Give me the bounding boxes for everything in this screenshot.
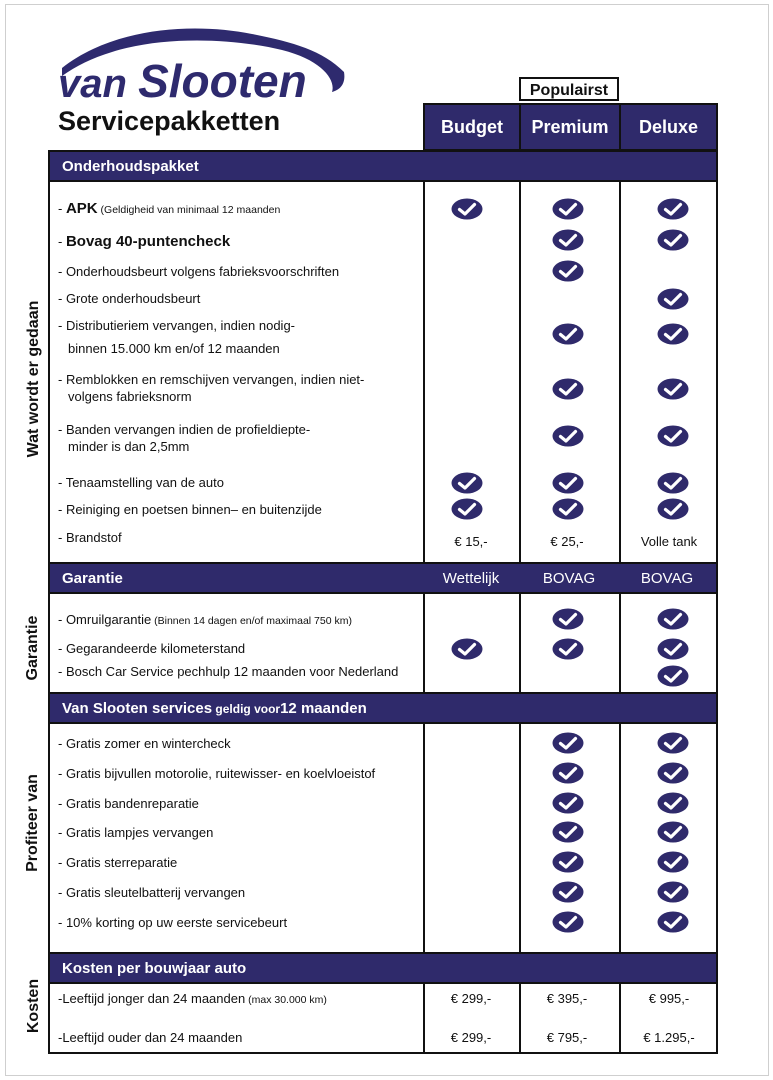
checkmark-circle-icon (657, 762, 689, 784)
checkmark-circle-icon (657, 198, 689, 220)
guarantee-deluxe: BOVAG (640, 570, 694, 587)
row-apk: - APK (Geldigheid van minimaal 12 maanden (58, 200, 281, 217)
checkmark-circle-icon (552, 732, 584, 754)
divider (48, 722, 718, 724)
fuel-budget: € 15,- (454, 534, 488, 549)
price-deluxe: € 1.295,- (643, 1030, 695, 1045)
brand-logo (52, 20, 352, 107)
checkmark-circle-icon (552, 323, 584, 345)
row-service: - Gratis lampjes vervangen (58, 825, 214, 840)
checkmark-circle-icon (657, 425, 689, 447)
column-divider (619, 150, 621, 1054)
checkmark-circle-icon (451, 498, 483, 520)
section-header-garantie (50, 564, 716, 592)
checkmark-circle-icon (657, 821, 689, 843)
logo-text-small: van (58, 62, 127, 106)
row-banden: - Banden vervangen indien de profieldiepte- (58, 422, 311, 437)
price-budget: € 299,- (450, 991, 492, 1006)
checkmark-circle-icon (657, 732, 689, 754)
logo-text (58, 54, 307, 108)
logo-text-big: Slooten (138, 55, 307, 107)
checkmark-circle-icon (552, 851, 584, 873)
checkmark-circle-icon (657, 288, 689, 310)
checkmark-circle-icon (552, 608, 584, 630)
checkmark-circle-icon (552, 472, 584, 494)
checkmark-circle-icon (451, 472, 483, 494)
checkmark-circle-icon (552, 792, 584, 814)
column-divider (423, 150, 425, 1054)
checkmark-circle-icon (657, 911, 689, 933)
section-header-onderhoud (50, 152, 716, 180)
row-reiniging: - Reiniging en poetsen binnen– en buitenzijde (58, 502, 322, 517)
checkmark-circle-icon (657, 851, 689, 873)
page-title: Servicepakketten (58, 106, 281, 136)
guarantee-budget: Wettelijk (442, 570, 500, 587)
section-title-a: Van Slooten services (62, 700, 213, 717)
divider (48, 592, 718, 594)
checkmark-circle-icon (451, 638, 483, 660)
price-budget: € 299,- (450, 1030, 492, 1045)
column-header-budget: Budget (423, 103, 521, 151)
row-service: - Gratis bijvullen motorolie, ruitewisser- en koelvloeistof (58, 766, 376, 781)
row-service: - Gratis zomer en wintercheck (58, 736, 231, 751)
price-premium: € 795,- (546, 1030, 588, 1045)
checkmark-circle-icon (552, 638, 584, 660)
row-jonger: -Leeftijd jonger dan 24 maanden (max 30.000 km) (58, 991, 327, 1006)
checkmark-circle-icon (657, 378, 689, 400)
row-ouder: -Leeftijd ouder dan 24 maanden (58, 1030, 243, 1045)
checkmark-circle-icon (657, 229, 689, 251)
price-deluxe: € 995,- (648, 991, 690, 1006)
checkmark-circle-icon (657, 881, 689, 903)
price-premium: € 395,- (546, 991, 588, 1006)
row-pechhulp: - Bosch Car Service pechhulp 12 maanden voor Nederland (58, 664, 399, 679)
checkmark-circle-icon (552, 498, 584, 520)
checkmark-circle-icon (552, 260, 584, 282)
divider (48, 180, 718, 182)
checkmark-circle-icon (552, 378, 584, 400)
checkmark-circle-icon (552, 762, 584, 784)
row-service: - 10% korting op uw eerste servicebeurt (58, 915, 288, 930)
popular-badge: Populairst (519, 77, 619, 101)
checkmark-circle-icon (657, 323, 689, 345)
fuel-deluxe: Volle tank (640, 534, 698, 549)
checkmark-circle-icon (552, 911, 584, 933)
section-title-b: geldig voor (212, 702, 281, 716)
checkmark-circle-icon (657, 665, 689, 687)
column-header-premium: Premium (519, 103, 621, 151)
checkmark-circle-icon (657, 638, 689, 660)
row-brandstof: - Brandstof (58, 530, 122, 545)
row-omruilgarantie: - Omruilgarantie (Binnen 14 dagen en/of maximaal 750 km) (58, 612, 352, 627)
row-banden-2: minder is dan 2,5mm (68, 439, 190, 454)
section-header-services (50, 694, 716, 722)
section-header-kosten (50, 954, 716, 982)
row-distributieriem-2: binnen 15.000 km en/of 12 maanden (68, 341, 280, 356)
row-tenaamstelling: - Tenaamstelling van de auto (58, 475, 224, 490)
checkmark-circle-icon (552, 198, 584, 220)
checkmark-circle-icon (552, 881, 584, 903)
checkmark-circle-icon (552, 821, 584, 843)
checkmark-circle-icon (657, 792, 689, 814)
row-remblokken: - Remblokken en remschijven vervangen, indien niet- (58, 372, 365, 387)
column-header-deluxe: Deluxe (619, 103, 718, 151)
row-service: - Gratis sterreparatie (58, 855, 178, 870)
section-title: Garantie (62, 570, 123, 587)
checkmark-circle-icon (657, 472, 689, 494)
section-title-c: 12 maanden (280, 700, 367, 717)
column-divider (519, 150, 521, 1054)
row-bovag-check: - Bovag 40-puntencheck (58, 233, 231, 250)
row-grote-beurt: - Grote onderhoudsbeurt (58, 291, 201, 306)
side-label-onderhoud: Wat wordt er gedaan (25, 300, 42, 458)
checkmark-circle-icon (657, 498, 689, 520)
section-title: Kosten per bouwjaar auto (62, 960, 247, 977)
side-label-garantie: Garantie (24, 615, 41, 681)
checkmark-circle-icon (657, 608, 689, 630)
row-remblokken-2: volgens fabrieksnorm (68, 389, 192, 404)
checkmark-circle-icon (552, 229, 584, 251)
fuel-premium: € 25,- (550, 534, 584, 549)
row-onderhoudsbeurt: - Onderhoudsbeurt volgens fabrieksvoorschriften (58, 264, 340, 279)
row-service: - Gratis bandenreparatie (58, 796, 199, 811)
side-label-kosten: Kosten (25, 978, 42, 1034)
row-service: - Gratis sleutelbatterij vervangen (58, 885, 246, 900)
row-distributieriem: - Distributieriem vervangen, indien nodig- (58, 318, 296, 333)
side-label-services: Profiteer van (24, 774, 41, 872)
section-title: Onderhoudspakket (62, 158, 199, 175)
section-title (62, 700, 367, 717)
guarantee-premium: BOVAG (542, 570, 596, 587)
divider (48, 982, 718, 984)
row-kilometerstand: - Gegarandeerde kilometerstand (58, 641, 246, 656)
checkmark-circle-icon (552, 425, 584, 447)
checkmark-circle-icon (451, 198, 483, 220)
